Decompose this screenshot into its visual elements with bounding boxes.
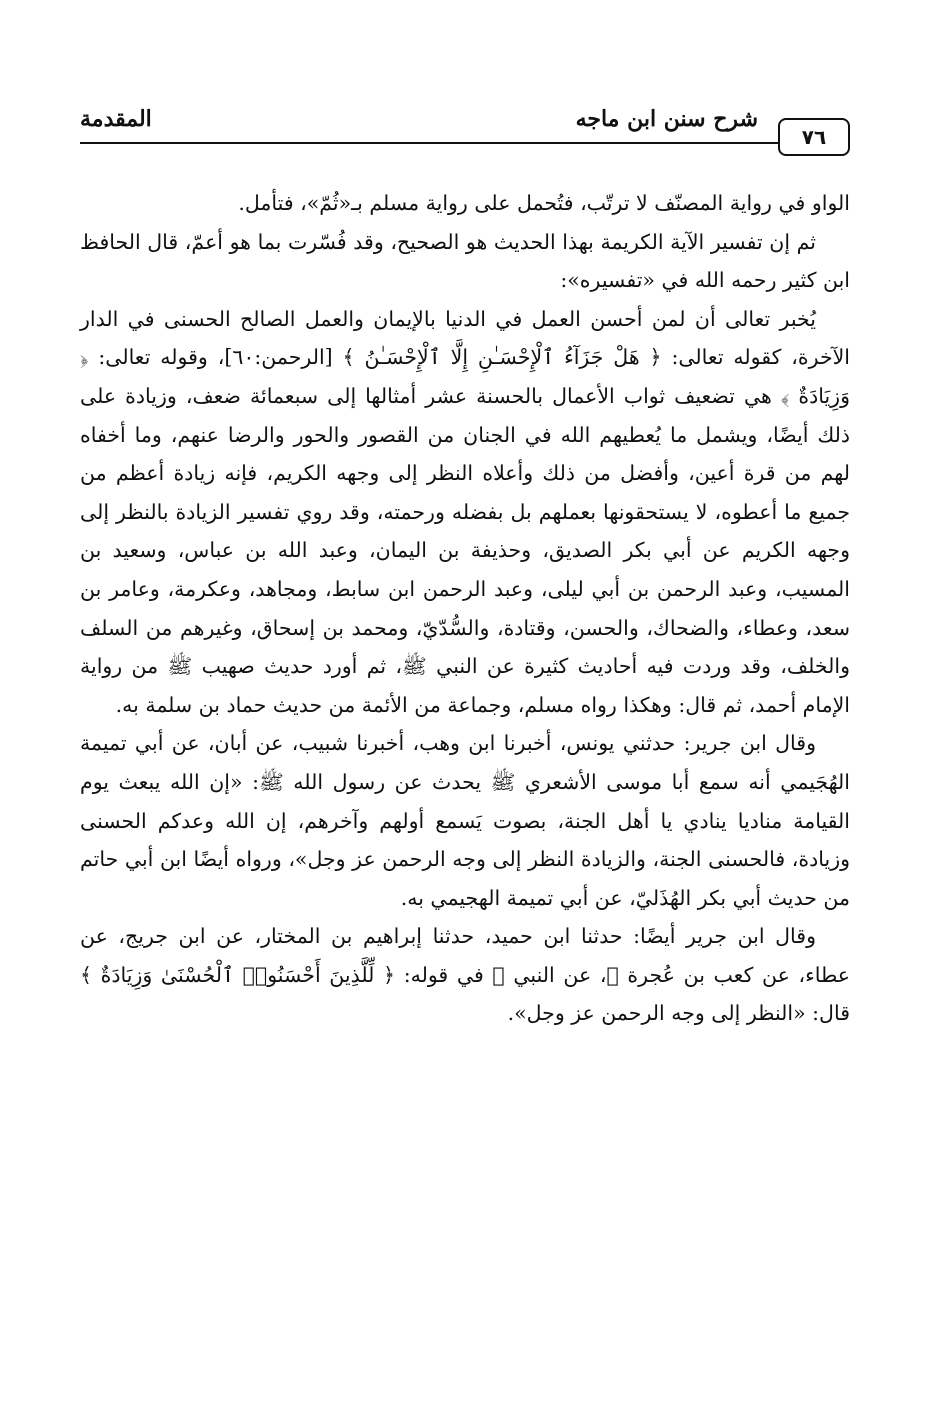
paragraph: ثم إن تفسير الآية الكريمة بهذا الحديث هو الصحيح، وقد فُسّرت بما هو أعمّ، قال الحافظ ابن كثير رحمه الله في «تفسيره»: [80, 229, 850, 293]
body-text [80, 184, 850, 1033]
page-number: ٧٦ [778, 118, 850, 156]
book-title: شرح سنن ابن ماجه [575, 106, 758, 132]
book-page [80, 100, 850, 1360]
paragraph: يُخبر تعالى أن لمن أحسن العمل في الدنيا بالإيمان والعمل الصالح الحسنى في الدار الآخرة، كقوله تعالى: ﴿ هَلْ جَزَآءُ ٱلْإِحْسَـٰنِ إِلَّا ٱلْإِحْسَـٰنُ ﴾ [الرحمن:٦٠]، وقوله تعالى: ﴿ وَزِيَادَةٌ ﴾ هي تضعيف ثواب الأعمال بالحسنة عشر أمثالها إلى سبعمائة ضعف، وزيادة على ذلك أيضًا، ويشمل ما يُعطيهم الله في الجنان من القصور والحور والرضا عنهم، وما أخفاه لهم من قرة أعين، وأفضل من ذلك وأعلاه النظر إلى وجهه الكريم، فإنه زيادة أعظم من جميع ما أعطوه، لا يستحقونها بعملهم بل بفضله ورحمته، وقد روي تفسير الزيادة بالنظر إلى وجهه الكريم عن أبي بكر الصديق، وحذيفة بن اليمان، وعبد الله بن عباس، وسعيد بن المسيب، وعبد الرحمن بن أبي ليلى، وعبد الرحمن ابن سابط، ومجاهد، وعكرمة، وعامر بن سعد، وعطاء، والضحاك، والحسن، وقتادة، والسُّدّيّ، ومحمد بن إسحاق، وغيرهم من السلف والخلف، وقد وردت فيه أحاديث كثيرة عن النبي ﷺ، ثم أورد حديث صهيب ﷺ من رواية الإمام أحمد، ثم قال: وهكذا رواه مسلم، وجماعة من الأئمة من حديث حماد بن سلمة به. [80, 306, 851, 717]
running-header [80, 100, 850, 149]
paragraph: وقال ابن جرير: حدثني يونس، أخبرنا ابن وهب، أخبرنا شبيب، عن أبان، عن أبي تميمة الهُجَيمي أنه سمع أبا موسى الأشعري ﷺ يحدث عن رسول الله ﷺ: «إن الله يبعث يوم القيامة مناديا ينادي يا أهل الجنة، بصوت يَسمع أولهم وآخرهم، إن الله وعدكم الحسنى وزيادة، فالحسنى الجنة، والزيادة النظر إلى وجه الرحمن عز وجل»، ورواه أيضًا ابن أبي حاتم من حديث أبي بكر الهُذَليّ، عن أبي تميمة الهجيمي به. [80, 731, 850, 910]
section-title: المقدمة [80, 106, 152, 132]
paragraph: وقال ابن جرير أيضًا: حدثنا ابن حميد، حدثنا إبراهيم بن المختار، عن ابن جريج، عن عطاء، عن كعب بن عُجرة ﷺ، عن النبي ﷺ في قوله: ﴿ لِّلَّذِينَ أَحْسَنُوا۟ ٱلْحُسْنَىٰ وَزِيَادَةٌ ﴾ قال: «النظر إلى وجه الرحمن عز وجل». [80, 924, 850, 1026]
paragraph: الواو في رواية المصنّف لا ترتّب، فتُحمل على رواية مسلم بـ«ثُمّ»، فتأمل. [238, 191, 850, 215]
